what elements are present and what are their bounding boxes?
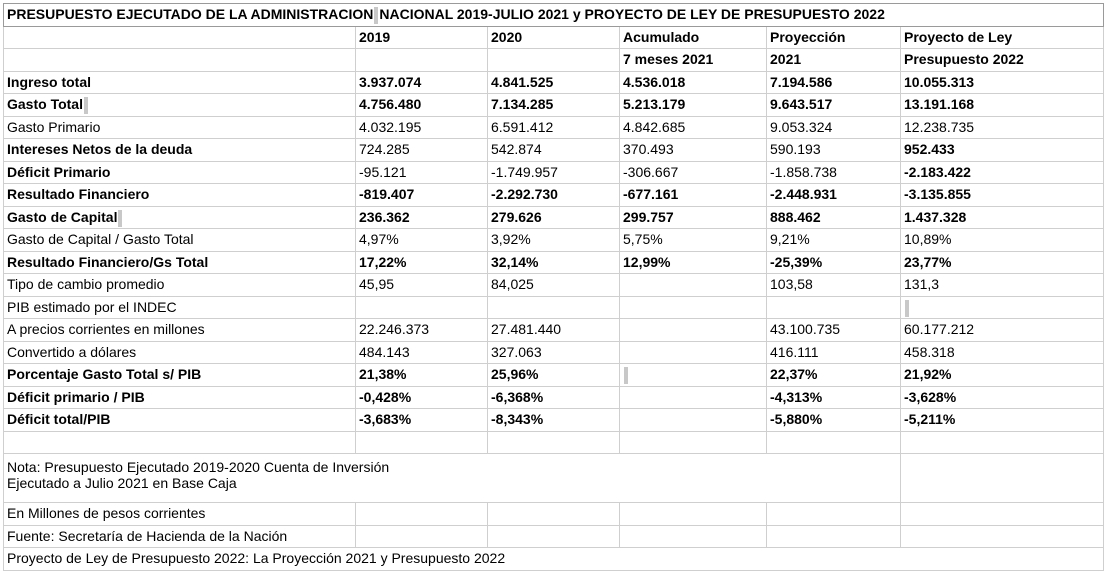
data-cell[interactable]: -3,628%: [901, 386, 1104, 409]
cell-divider-mark: [118, 210, 122, 227]
data-cell[interactable]: [620, 386, 767, 409]
cell-divider-mark: [905, 300, 909, 317]
empty-cell[interactable]: [620, 431, 767, 454]
data-cell[interactable]: -1.749.957: [488, 161, 620, 184]
data-cell[interactable]: 22.246.373: [356, 319, 488, 342]
row-label[interactable]: Porcentaje Gasto Total s/ PIB: [4, 364, 356, 387]
table-row: [4, 364, 1104, 387]
note-line-2: Ejecutado a Julio 2021 en Base Caja: [7, 475, 237, 491]
cell-divider-mark: [624, 367, 628, 384]
data-cell[interactable]: 724.285: [356, 139, 488, 162]
data-cell[interactable]: 21,38%: [356, 364, 488, 387]
empty-cell[interactable]: [488, 525, 620, 548]
empty-cell[interactable]: [901, 454, 1104, 503]
row-label[interactable]: [4, 94, 356, 117]
data-cell[interactable]: -3.135.855: [901, 184, 1104, 207]
data-cell[interactable]: 7.194.586: [767, 71, 901, 94]
data-cell[interactable]: 327.063: [488, 341, 620, 364]
row-label[interactable]: Ingreso total: [4, 71, 356, 94]
data-cell[interactable]: 32,14%: [488, 251, 620, 274]
row-label[interactable]: Convertido a dólares: [4, 341, 356, 364]
data-cell[interactable]: -8,343%: [488, 409, 620, 432]
data-cell[interactable]: 5,75%: [620, 229, 767, 252]
header-cell[interactable]: Proyecto de Ley: [901, 26, 1104, 49]
data-cell[interactable]: -819.407: [356, 184, 488, 207]
row-label[interactable]: Intereses Netos de la deuda: [4, 139, 356, 162]
budget-table: [3, 3, 1104, 571]
row-label[interactable]: A precios corrientes en millones: [4, 319, 356, 342]
header-row-2: [4, 49, 1104, 72]
data-cell[interactable]: 10,89%: [901, 229, 1104, 252]
data-cell[interactable]: -95.121: [356, 161, 488, 184]
table-row: [4, 71, 1104, 94]
table-row: [4, 94, 1104, 117]
data-cell[interactable]: 9.053.324: [767, 116, 901, 139]
table-row: [4, 341, 1104, 364]
projection-note[interactable]: Proyecto de Ley de Presupuesto 2022: La Proyección 2021 y Presupuesto 2022: [4, 548, 1104, 571]
table-row: [4, 139, 1104, 162]
data-cell[interactable]: -0,428%: [356, 386, 488, 409]
data-cell[interactable]: 1.437.328: [901, 206, 1104, 229]
data-cell[interactable]: 542.874: [488, 139, 620, 162]
data-cell[interactable]: 4.841.525: [488, 71, 620, 94]
data-cell[interactable]: 416.111: [767, 341, 901, 364]
units-row: [4, 503, 1104, 526]
note-cell[interactable]: [4, 454, 901, 503]
empty-cell[interactable]: [356, 431, 488, 454]
row-label-text: Gasto Total: [7, 96, 83, 113]
data-cell[interactable]: 370.493: [620, 139, 767, 162]
title-part-2: NACIONAL 2019-JULIO 2021 y PROYECTO DE LEY DE PRESUPUESTO 2022: [379, 6, 885, 23]
row-label[interactable]: Gasto de Capital / Gasto Total: [4, 229, 356, 252]
title-part-1: PRESUPUESTO EJECUTADO DE LA ADMINISTRACION: [7, 6, 374, 23]
data-cell[interactable]: 84,025: [488, 274, 620, 297]
data-cell[interactable]: -1.858.738: [767, 161, 901, 184]
source-row: [4, 525, 1104, 548]
data-cell[interactable]: 3,92%: [488, 229, 620, 252]
note-row: [4, 454, 1104, 503]
data-cell[interactable]: [620, 364, 767, 387]
row-label-text: Gasto de Capital: [7, 208, 118, 225]
data-cell[interactable]: -6,368%: [488, 386, 620, 409]
header-cell[interactable]: 2021: [767, 49, 901, 72]
data-cell[interactable]: -677.161: [620, 184, 767, 207]
data-cell[interactable]: 952.433: [901, 139, 1104, 162]
data-cell[interactable]: [620, 296, 767, 319]
data-cell[interactable]: 7.134.285: [488, 94, 620, 117]
data-cell[interactable]: 484.143: [356, 341, 488, 364]
data-cell[interactable]: 21,92%: [901, 364, 1104, 387]
data-cell[interactable]: 27.481.440: [488, 319, 620, 342]
data-cell[interactable]: -25,39%: [767, 251, 901, 274]
empty-cell[interactable]: [767, 431, 901, 454]
data-cell[interactable]: 4.842.685: [620, 116, 767, 139]
data-cell[interactable]: [620, 274, 767, 297]
empty-cell[interactable]: [767, 525, 901, 548]
empty-cell[interactable]: [4, 431, 356, 454]
data-cell[interactable]: -3,683%: [356, 409, 488, 432]
header-cell[interactable]: 2020: [488, 26, 620, 49]
data-cell[interactable]: [620, 341, 767, 364]
table-row: [4, 251, 1104, 274]
table-row: [4, 386, 1104, 409]
data-cell[interactable]: 12.238.735: [901, 116, 1104, 139]
table-row: [4, 116, 1104, 139]
header-row-1: [4, 26, 1104, 49]
data-cell[interactable]: 22,37%: [767, 364, 901, 387]
data-cell[interactable]: 103,58: [767, 274, 901, 297]
header-cell[interactable]: [356, 49, 488, 72]
table-row: [4, 319, 1104, 342]
header-cell[interactable]: [488, 49, 620, 72]
note-line-1: Nota: Presupuesto Ejecutado 2019-2020 Cuenta de Inversión: [7, 459, 390, 475]
data-cell[interactable]: 10.055.313: [901, 71, 1104, 94]
data-cell[interactable]: 45,95: [356, 274, 488, 297]
empty-cell[interactable]: [356, 503, 488, 526]
cell-divider-mark: [374, 7, 378, 24]
data-cell[interactable]: [488, 296, 620, 319]
empty-cell[interactable]: [488, 431, 620, 454]
header-cell[interactable]: Presupuesto 2022: [901, 49, 1104, 72]
data-cell[interactable]: 60.177.212: [901, 319, 1104, 342]
data-cell[interactable]: [356, 296, 488, 319]
table-row: [4, 206, 1104, 229]
data-cell[interactable]: -2.292.730: [488, 184, 620, 207]
data-cell[interactable]: 23,77%: [901, 251, 1104, 274]
data-cell[interactable]: 299.757: [620, 206, 767, 229]
row-label[interactable]: Déficit primario / PIB: [4, 386, 356, 409]
data-cell[interactable]: 6.591.412: [488, 116, 620, 139]
empty-cell[interactable]: [356, 525, 488, 548]
table-row: [4, 409, 1104, 432]
row-label[interactable]: Déficit total/PIB: [4, 409, 356, 432]
table-row: [4, 184, 1104, 207]
empty-cell[interactable]: [620, 503, 767, 526]
row-label[interactable]: Déficit Primario: [4, 161, 356, 184]
data-cell[interactable]: [901, 296, 1104, 319]
header-cell[interactable]: Proyección: [767, 26, 901, 49]
row-label[interactable]: [4, 206, 356, 229]
projection-row: [4, 548, 1104, 571]
data-cell[interactable]: 5.213.179: [620, 94, 767, 117]
row-label[interactable]: Resultado Financiero/Gs Total: [4, 251, 356, 274]
data-cell[interactable]: 3.937.074: [356, 71, 488, 94]
data-cell[interactable]: 458.318: [901, 341, 1104, 364]
empty-cell[interactable]: [901, 431, 1104, 454]
data-cell[interactable]: -4,313%: [767, 386, 901, 409]
header-cell[interactable]: 2019: [356, 26, 488, 49]
table-row: [4, 161, 1104, 184]
header-cell[interactable]: 7 meses 2021: [620, 49, 767, 72]
data-cell[interactable]: -306.667: [620, 161, 767, 184]
data-cell[interactable]: -2.448.931: [767, 184, 901, 207]
data-cell[interactable]: -5,211%: [901, 409, 1104, 432]
data-cell[interactable]: 131,3: [901, 274, 1104, 297]
data-cell[interactable]: 17,22%: [356, 251, 488, 274]
empty-cell[interactable]: [620, 525, 767, 548]
table-row: [4, 229, 1104, 252]
empty-cell[interactable]: [901, 503, 1104, 526]
table-title[interactable]: [4, 4, 1104, 27]
data-cell[interactable]: 4,97%: [356, 229, 488, 252]
data-cell[interactable]: [620, 319, 767, 342]
empty-cell[interactable]: [901, 525, 1104, 548]
header-cell[interactable]: [4, 49, 356, 72]
row-label[interactable]: Tipo de cambio promedio: [4, 274, 356, 297]
data-cell[interactable]: 4.032.195: [356, 116, 488, 139]
row-label[interactable]: PIB estimado por el INDEC: [4, 296, 356, 319]
header-cell[interactable]: Acumulado: [620, 26, 767, 49]
empty-row: [4, 431, 1104, 454]
data-cell[interactable]: 888.462: [767, 206, 901, 229]
data-cell[interactable]: 25,96%: [488, 364, 620, 387]
data-cell[interactable]: 4.536.018: [620, 71, 767, 94]
data-cell[interactable]: -2.183.422: [901, 161, 1104, 184]
units-note[interactable]: En Millones de pesos corrientes: [4, 503, 356, 526]
header-cell[interactable]: [4, 26, 356, 49]
data-cell[interactable]: [767, 296, 901, 319]
data-cell[interactable]: 236.362: [356, 206, 488, 229]
row-label[interactable]: Gasto Primario: [4, 116, 356, 139]
data-cell[interactable]: 9.643.517: [767, 94, 901, 117]
row-label[interactable]: Resultado Financiero: [4, 184, 356, 207]
data-cell[interactable]: 12,99%: [620, 251, 767, 274]
empty-cell[interactable]: [488, 503, 620, 526]
data-cell[interactable]: 279.626: [488, 206, 620, 229]
data-cell[interactable]: 9,21%: [767, 229, 901, 252]
data-cell[interactable]: [620, 409, 767, 432]
data-cell[interactable]: 590.193: [767, 139, 901, 162]
data-cell[interactable]: -5,880%: [767, 409, 901, 432]
data-cell[interactable]: 13.191.168: [901, 94, 1104, 117]
table-row: [4, 274, 1104, 297]
cell-divider-mark: [84, 97, 88, 114]
data-cell[interactable]: 4.756.480: [356, 94, 488, 117]
table-row: [4, 296, 1104, 319]
empty-cell[interactable]: [767, 503, 901, 526]
data-cell[interactable]: 43.100.735: [767, 319, 901, 342]
source-note[interactable]: Fuente: Secretaría de Hacienda de la Nación: [4, 525, 356, 548]
